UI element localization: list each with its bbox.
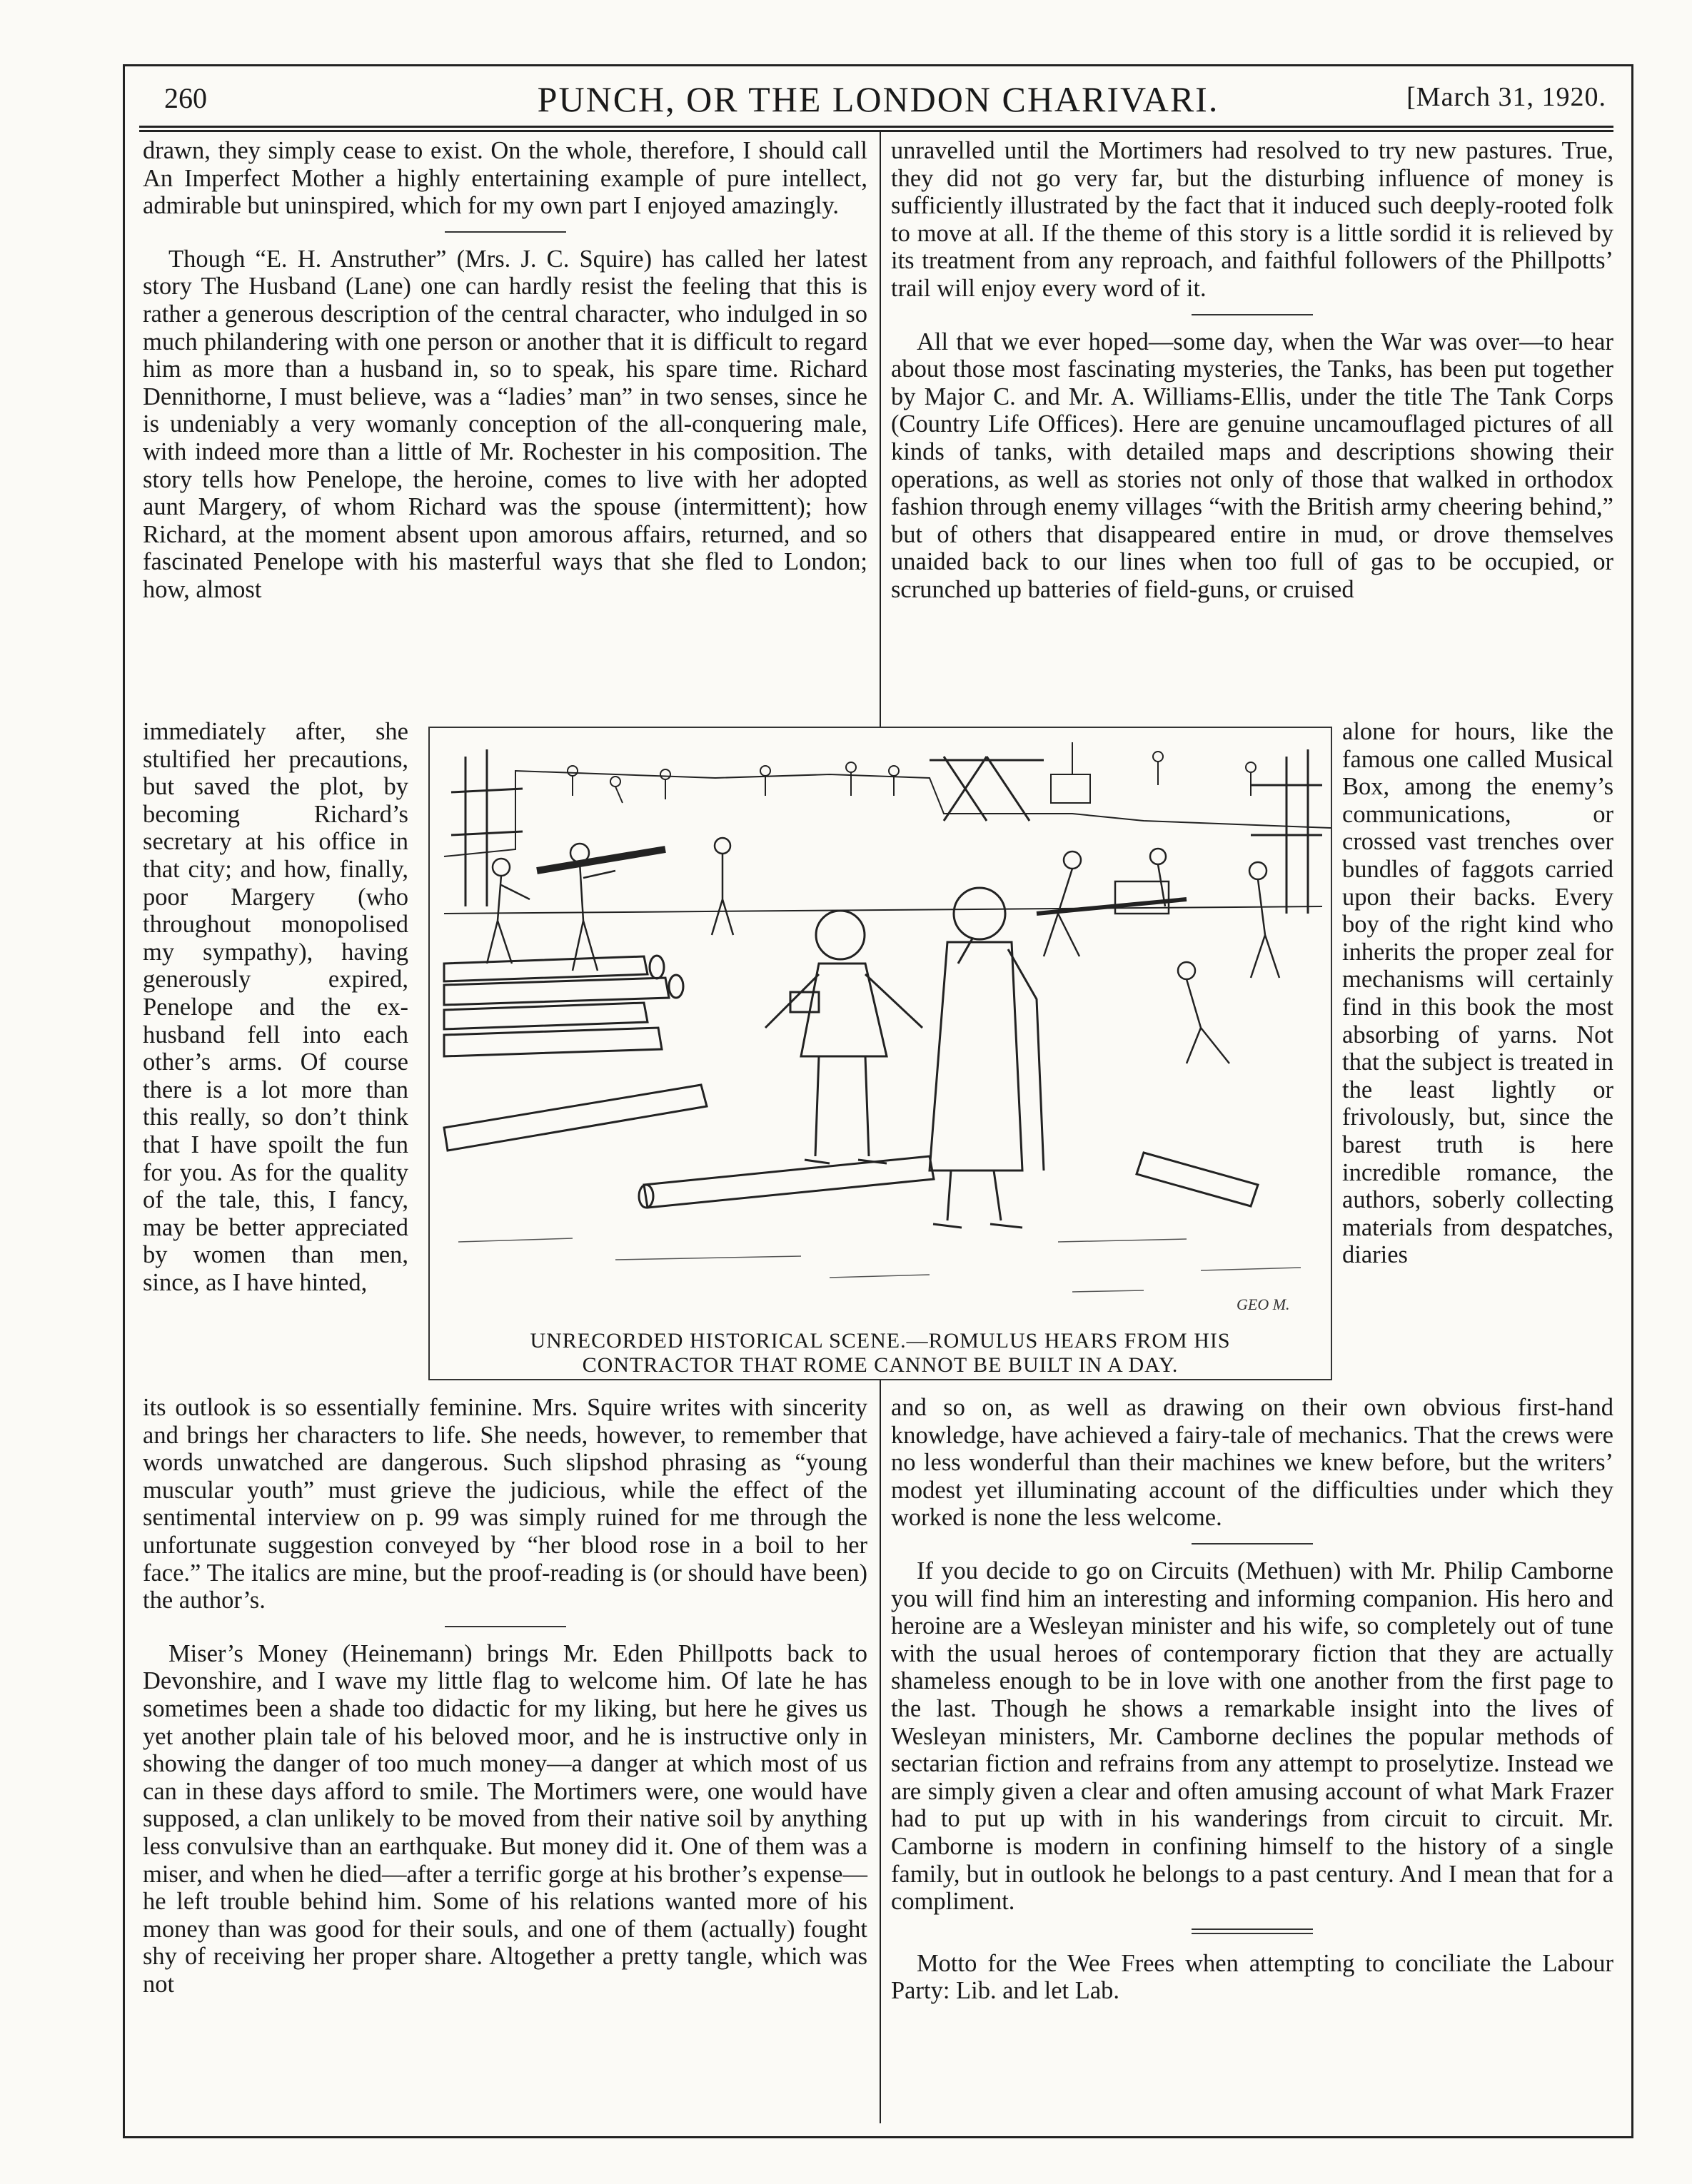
review-tank-corps: All that we ever hoped—some day, when the War was over—to hear about those most fascinating mysteries, the Tanks, has been put together by Major C. and Mr. A. Williams-Ellis, under the title The Tank Corps (Country Life Offices). Here are genuine uncamouflaged pictures of all kinds of tanks, with detailed maps and descriptions showing their operations, as well as stories not only of those that walked in orthodox fashion through enemy villages “with the British army cheering behind,” but of others that disappeared entire in mud, or drove themselves unaided back to our lines when too full of gas to be occupied, or scrunched up batteries of field-guns, or cruised [891,328,1613,603]
review-the-husband: Though “E. H. Anstruther” (Mrs. J. C. Squire) has called her latest story The Husband (Lane) one can hardly resist the feeling that this is rather a generous description of the central character, who indulged in so much philandering with one person or another that it is difficult to regard him as more than a husband in, so to speak, his spare time. Richard Dennithorne, I must believe, was a “ladies’ man” in two senses, since he is undeniably a very womanly conception of the all-conquering male, with indeed more than a little of Mr. Rochester in his composition. The story tells how Penelope, the heroine, comes to live with her adopted aunt Margery, of whom Richard was the spouse (intermittent); how Richard, at the moment absent upon amorous affairs, returned, and so fascinated Penelope with his masterful ways that she fled to London; how, almost [143,245,867,603]
review-imperfect-mother-end: drawn, they simply cease to exist. On the whole, therefore, I should call An Imperfect Mother a highly entertaining example of pure intellect, admirable but uninspired, which for my own part I enjoyed amazingly. [143,137,867,220]
cartoon-drawing [430,728,1331,1320]
left-column-narrow [143,718,408,1296]
section-separator [445,231,566,233]
left-column-bottom [143,1394,867,1998]
review-tank-corps-cont: alone for hours, like the famous one called Musical Box, among the enemy’s communications, or crossed vast trenches over bundles of faggots carried upon their backs. Every boy of the right kind who inherits the proper zeal for mechanisms will certainly find in this book the most absorbing of yarns. Not that the subject is treated in the least lightly or frivolously, but, since the barest truth is here incredible romance, the authors, soberly collecting materials from despatches, diaries [1342,718,1613,1269]
left-column-top [143,137,867,604]
review-tank-corps-end: and so on, as well as drawing on their own obvious first-hand knowledge, have achieved a fairy-tale of mechanics. That the crews were no less wonderful than their machines we knew before, but the writers’ modest yet illuminating account of the difficulties under which they worked is none the less welcome. [891,1394,1613,1532]
masthead-title: PUNCH, OR THE LONDON CHARIVARI. [537,79,1219,119]
issue-date: [March 31, 1920. [1406,82,1606,112]
section-separator [1192,314,1313,315]
closing-joke: Motto for the Wee Frees when attempting to conciliate the Labour Party: Lib. and let Lab. [891,1949,1613,2005]
page-number: 260 [164,82,207,114]
review-the-husband-end: its outlook is so essentially feminine. Mrs. Squire writes with sincerity and brings her characters to life. She needs, however, to remember that words unwatched are dangerous. Such slipshod phrasing as “young muscular youth” must grieve the judicious, while the effect of the sentimental interview on p. 99 was simply ruined for me through the unfortunate suggestion conveyed by “her blood rose in a boil to her face.” The italics are mine, but the proof-reading is (or should have been) the author’s. [143,1394,867,1614]
review-misers-money: Miser’s Money (Heinemann) brings Mr. Eden Phillpotts back to Devonshire, and I wave my little flag to welcome him. Of late he has sometimes been a shade too didactic for my liking, but here he gives us yet another plain tale of his beloved moor, and he is instructive only in showing the danger of too much money—a danger at which most of us can in these days afford to smile. The Mortimers were, one would have supposed, a clan unlikely to be moved from their native soil by anything less convulsive than an earthquake. But money did it. One of them was a miser, and when he died—after a terrific gorge at his brother’s expense—he left trouble behind him. Some of his relations wanted more of his money than was good for their souls, and one of them (actually) fought shy of receiving her proper share. Altogether a pretty tangle, which was not [143,1639,867,1998]
review-misers-money-end: unravelled until the Mortimers had resolved to try new pastures. True, they did not go very far, but the disturbing influence of money is sufficiently illustrated by the fact that it induced such deeply-rooted folk to move at all. If the theme of this story is a little sordid it is relieved by its treatment from any reproach, and faithful followers of the Phillpotts’ trail will enjoy every word of it. [891,137,1613,302]
double-separator [1192,1928,1313,1934]
artist-signature: GEO M. [1237,1295,1290,1313]
right-column-top [891,137,1613,604]
right-column-bottom [891,1394,1613,2005]
section-separator [1192,1543,1313,1545]
page-header [143,79,1613,121]
cartoon-illustration [428,727,1332,1380]
review-the-husband-cont: immediately after, she stultified her precautions, but saved the plot, by becoming Richard’s secretary at his office in that city; and how, finally, poor Margery (who throughout monopolised my sympathy), having generously expired, Penelope and the ex-husband fell into each other’s arms. Of course there is a lot more than this really, so don’t think that I have spoilt the fun for you. As for the quality of the tale, this, I fancy, may be better appreciated by women than men, since, as I have hinted, [143,718,408,1296]
review-circuits: If you decide to go on Circuits (Methuen) with Mr. Philip Camborne you will find him an interesting and informing companion. His hero and heroine are a Wesleyan minister and his wife, so completely out of tune with the usual heroes of contemporary fiction that they are actually shameless enough to be in love with one another from the first page to the last. Though he shows a remarkable insight into the lives of Wesleyan ministers, Mr. Camborne declines the popular methods of sectarian fiction and refrains from any attempt to proselytize. Instead we are simply given a clear and often amusing account of what Mark Frazer had to put up with in his wanderings from circuit to circuit. Mr. Camborne is modern in confining himself to the history of a single family, but in outlook he belongs to a past century. And I mean that for a compliment. [891,1557,1613,1916]
illustration-caption [437,1329,1324,1377]
header-rule-thin [139,130,1613,132]
caption-line-1: UNRECORDED HISTORICAL SCENE.—ROMULUS HEARS FROM HIS [530,1329,1231,1353]
caption-line-2: CONTRACTOR THAT ROME CANNOT BE BUILT IN A DAY. [582,1353,1179,1377]
section-separator [445,1626,566,1627]
header-rule [139,126,1613,128]
right-column-narrow [1342,718,1613,1269]
